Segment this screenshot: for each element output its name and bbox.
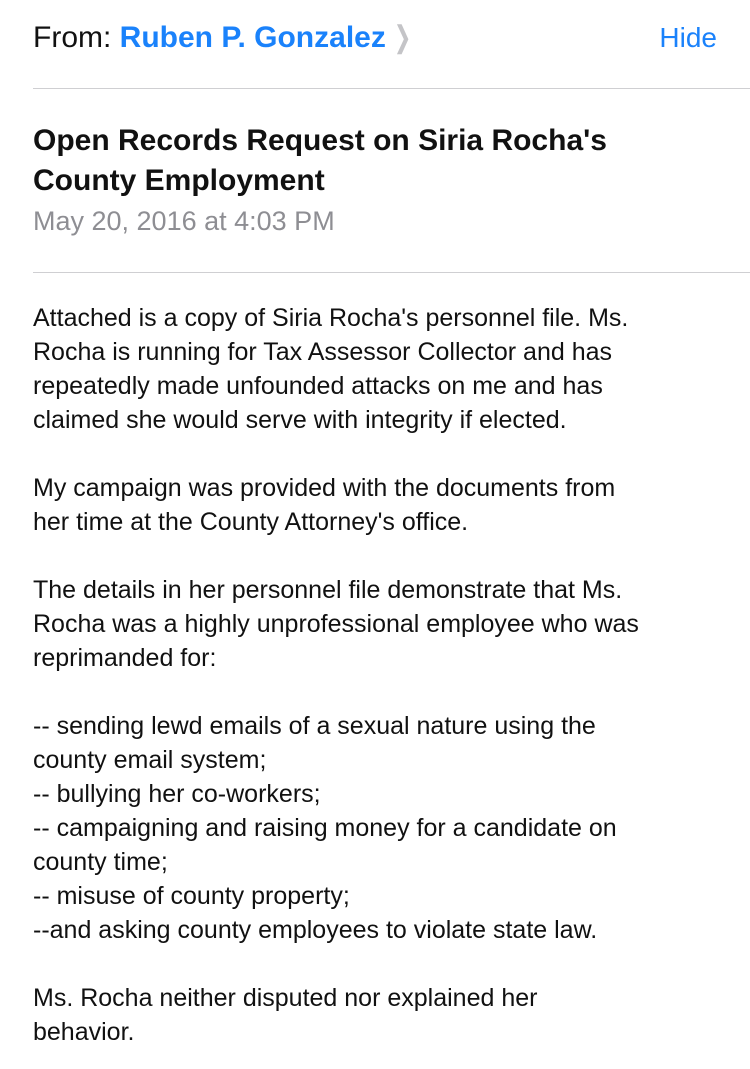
body-line: [33, 675, 639, 709]
body-line: [33, 437, 639, 471]
header-divider: [33, 88, 750, 89]
body-line: county email system;: [33, 746, 267, 774]
body-line: -- campaigning and raising money for a candidate on: [33, 814, 617, 842]
body-line: Ms. Rocha neither disputed nor explained her: [33, 984, 538, 1012]
chevron-right-icon[interactable]: ❯: [393, 21, 412, 54]
body-line: [33, 539, 639, 573]
body-line: -- sending lewd emails of a sexual nature using the: [33, 712, 596, 740]
body-line: My campaign was provided with the documents from: [33, 474, 616, 502]
from-row: [33, 18, 415, 58]
body-line: Rocha was a highly unprofessional employee who was: [33, 610, 639, 638]
body-line: Attached is a copy of Siria Rocha's personnel file. Ms.: [33, 304, 629, 332]
email-body: [33, 301, 639, 1049]
subject-line: Open Records Request on Siria Rocha's: [33, 124, 607, 157]
body-line: -- misuse of county property;: [33, 882, 350, 910]
email-subject: [33, 121, 607, 201]
body-line: repeatedly made unfounded attacks on me and has: [33, 372, 603, 400]
hide-details-button[interactable]: Hide: [659, 22, 717, 53]
sender-name-link[interactable]: Ruben P. Gonzalez: [119, 21, 386, 54]
subject-line: County Employment: [33, 164, 325, 197]
body-line: reprimanded for:: [33, 644, 217, 672]
body-line: county time;: [33, 848, 168, 876]
body-line: claimed she would serve with integrity if elected.: [33, 406, 567, 434]
body-line: Rocha is running for Tax Assessor Collector and has: [33, 338, 613, 366]
body-line: her time at the County Attorney's office.: [33, 508, 469, 536]
from-label: From:: [33, 21, 112, 54]
body-line: -- bullying her co-workers;: [33, 780, 321, 808]
subject-divider: [33, 272, 750, 273]
body-line: [33, 947, 639, 981]
body-line: behavior.: [33, 1018, 135, 1046]
email-date: May 20, 2016 at 4:03 PM: [33, 206, 335, 236]
body-line: --and asking county employees to violate state law.: [33, 916, 598, 944]
body-line: The details in her personnel file demonstrate that Ms.: [33, 576, 623, 604]
